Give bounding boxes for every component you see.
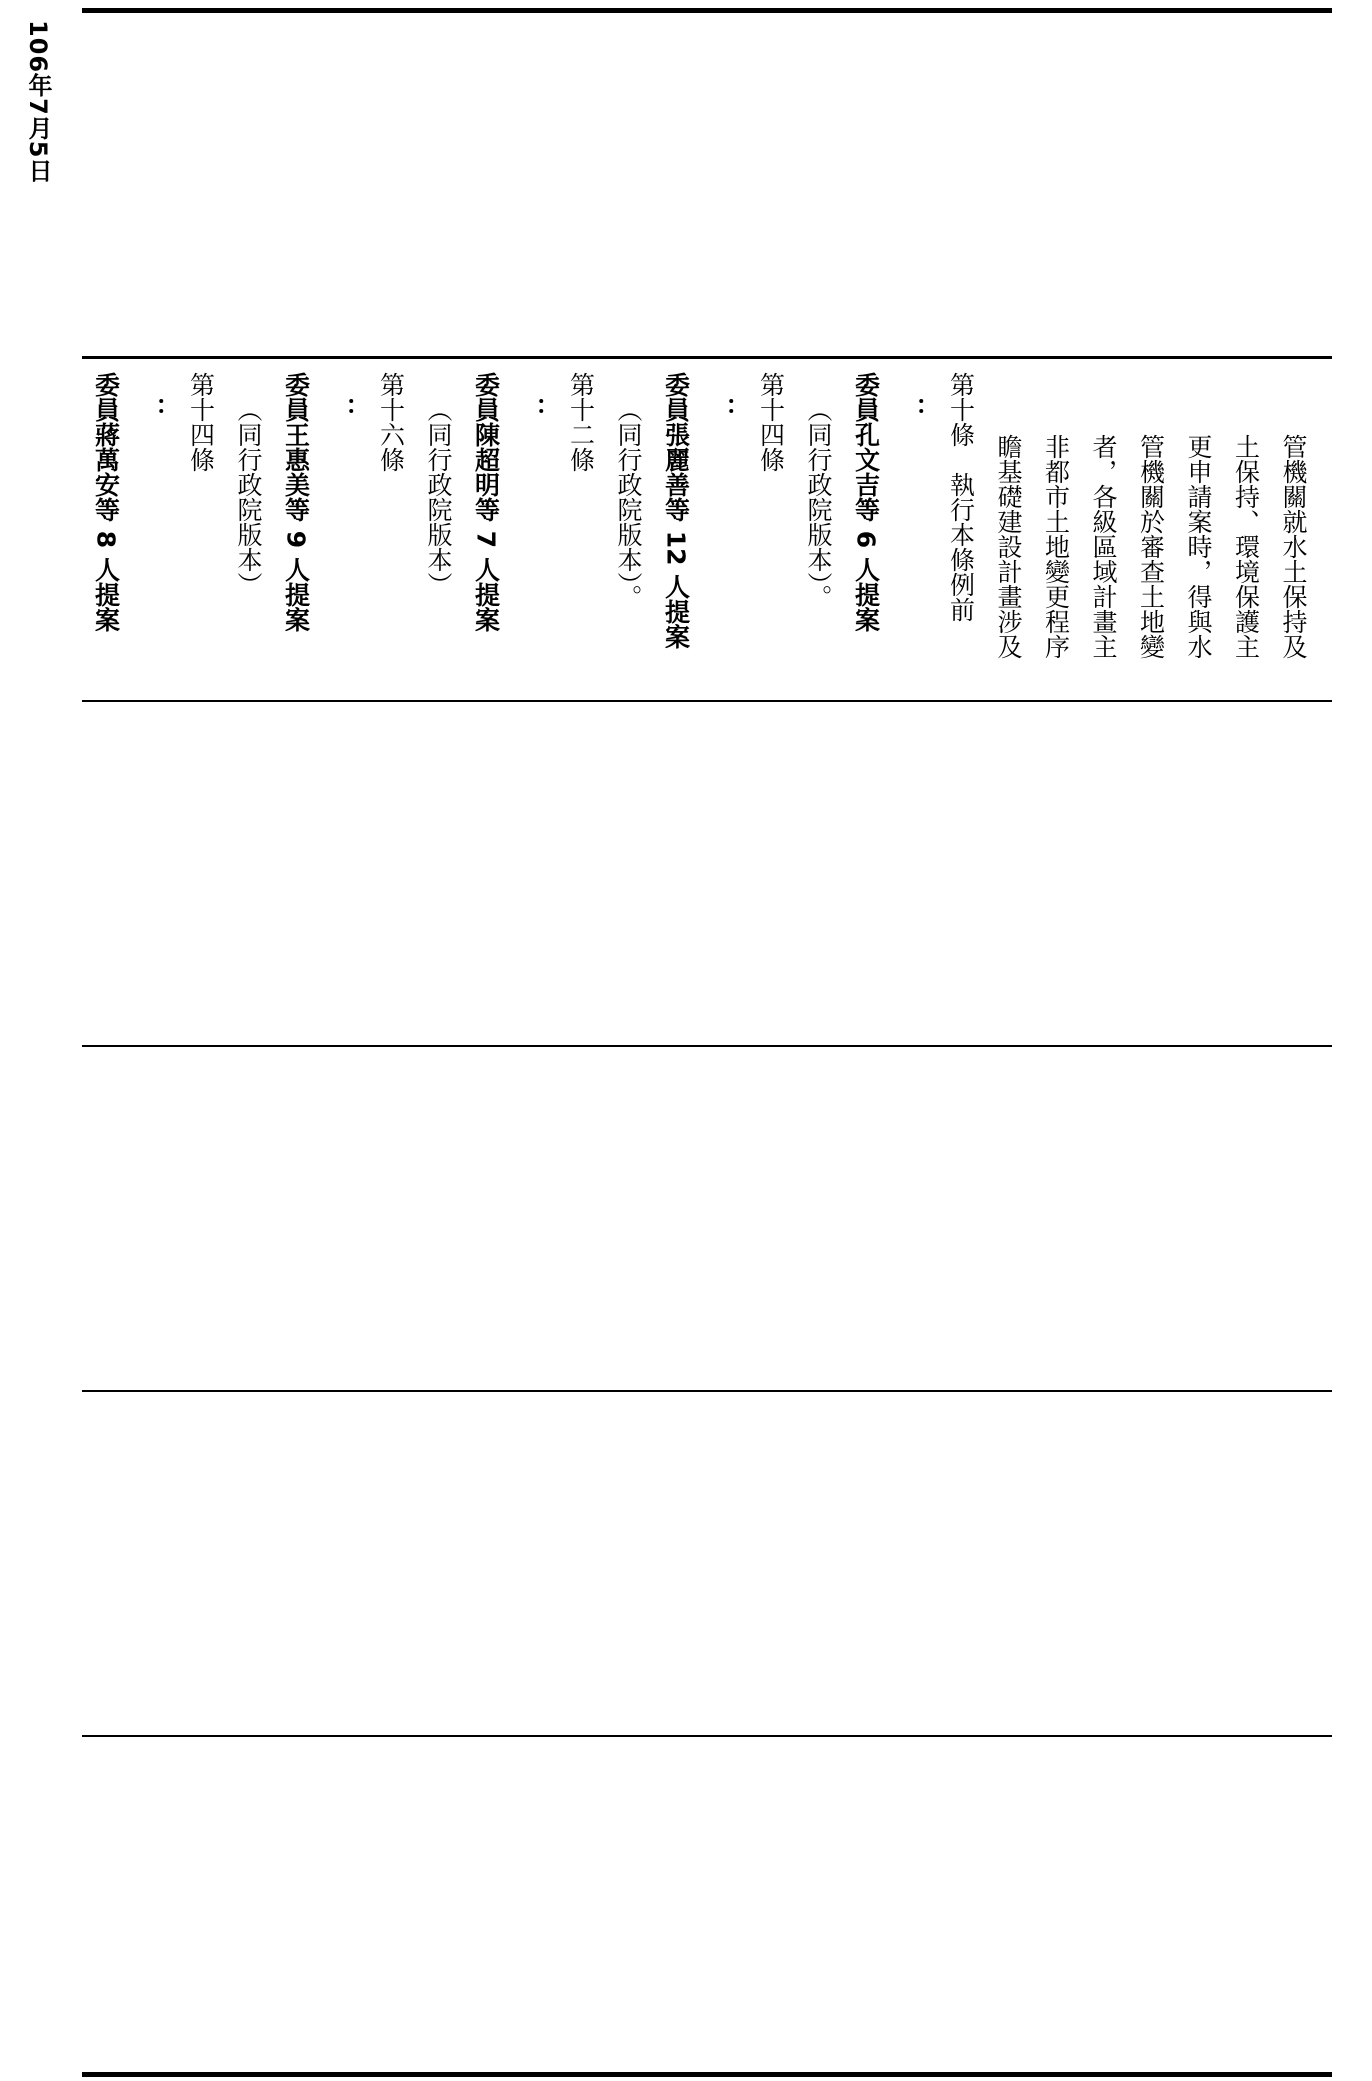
proposal-heading-zhang: 委員張麗善等 12 人提案 <box>661 372 691 650</box>
article-text-line: 第十條 執行本條例前 <box>946 372 976 622</box>
article-text-line: 土保持、環境保護主 <box>1231 434 1261 659</box>
article-note: （同行政院版本）。 <box>614 397 643 610</box>
article-text-line: 非都市土地變更程序 <box>1041 434 1071 659</box>
article-note: （同行政院版本） <box>424 397 453 597</box>
colon-mark: ： <box>519 397 548 422</box>
proposal-heading-jiang: 委員蔣萬安等 8 人提案 <box>91 372 121 632</box>
colon-mark: ： <box>329 397 358 422</box>
article-number: 第十六條 <box>376 372 406 472</box>
page-date-header: 106年7月5日 <box>24 20 52 184</box>
article-text-line: 管機關於審查土地變 <box>1136 434 1166 659</box>
section-rule-3 <box>82 1045 1332 1047</box>
section-rule-4 <box>82 1390 1332 1392</box>
section-rule-2 <box>82 700 1332 702</box>
article-note: （同行政院版本）。 <box>804 397 833 610</box>
top-rule <box>82 8 1332 13</box>
section-rule-5 <box>82 1735 1332 1737</box>
bottom-rule <box>82 2072 1332 2077</box>
article-text-line: 瞻基礎建設計畫涉及 <box>994 434 1023 659</box>
colon-mark: ： <box>139 397 168 422</box>
article-number: 第十四條 <box>756 372 786 472</box>
proposal-heading-chen: 委員陳超明等 7 人提案 <box>471 372 501 632</box>
colon-mark: ： <box>709 397 738 422</box>
article-text-line: 管機關就水土保持及 <box>1279 434 1308 659</box>
colon-mark: ： <box>899 397 928 422</box>
article-text-line: 者，各級區域計畫主 <box>1089 434 1118 659</box>
article-note: （同行政院版本） <box>234 397 263 597</box>
article-number: 第十四條 <box>186 372 216 472</box>
proposal-text-block <box>82 372 1332 692</box>
section-rule-1 <box>82 356 1332 359</box>
article-number: 第十二條 <box>566 372 596 472</box>
proposal-heading-wang: 委員王惠美等 9 人提案 <box>281 372 311 632</box>
proposal-heading-kong: 委員孔文吉等 6 人提案 <box>851 372 881 632</box>
article-text-line: 更申請案時，得與水 <box>1184 434 1213 659</box>
